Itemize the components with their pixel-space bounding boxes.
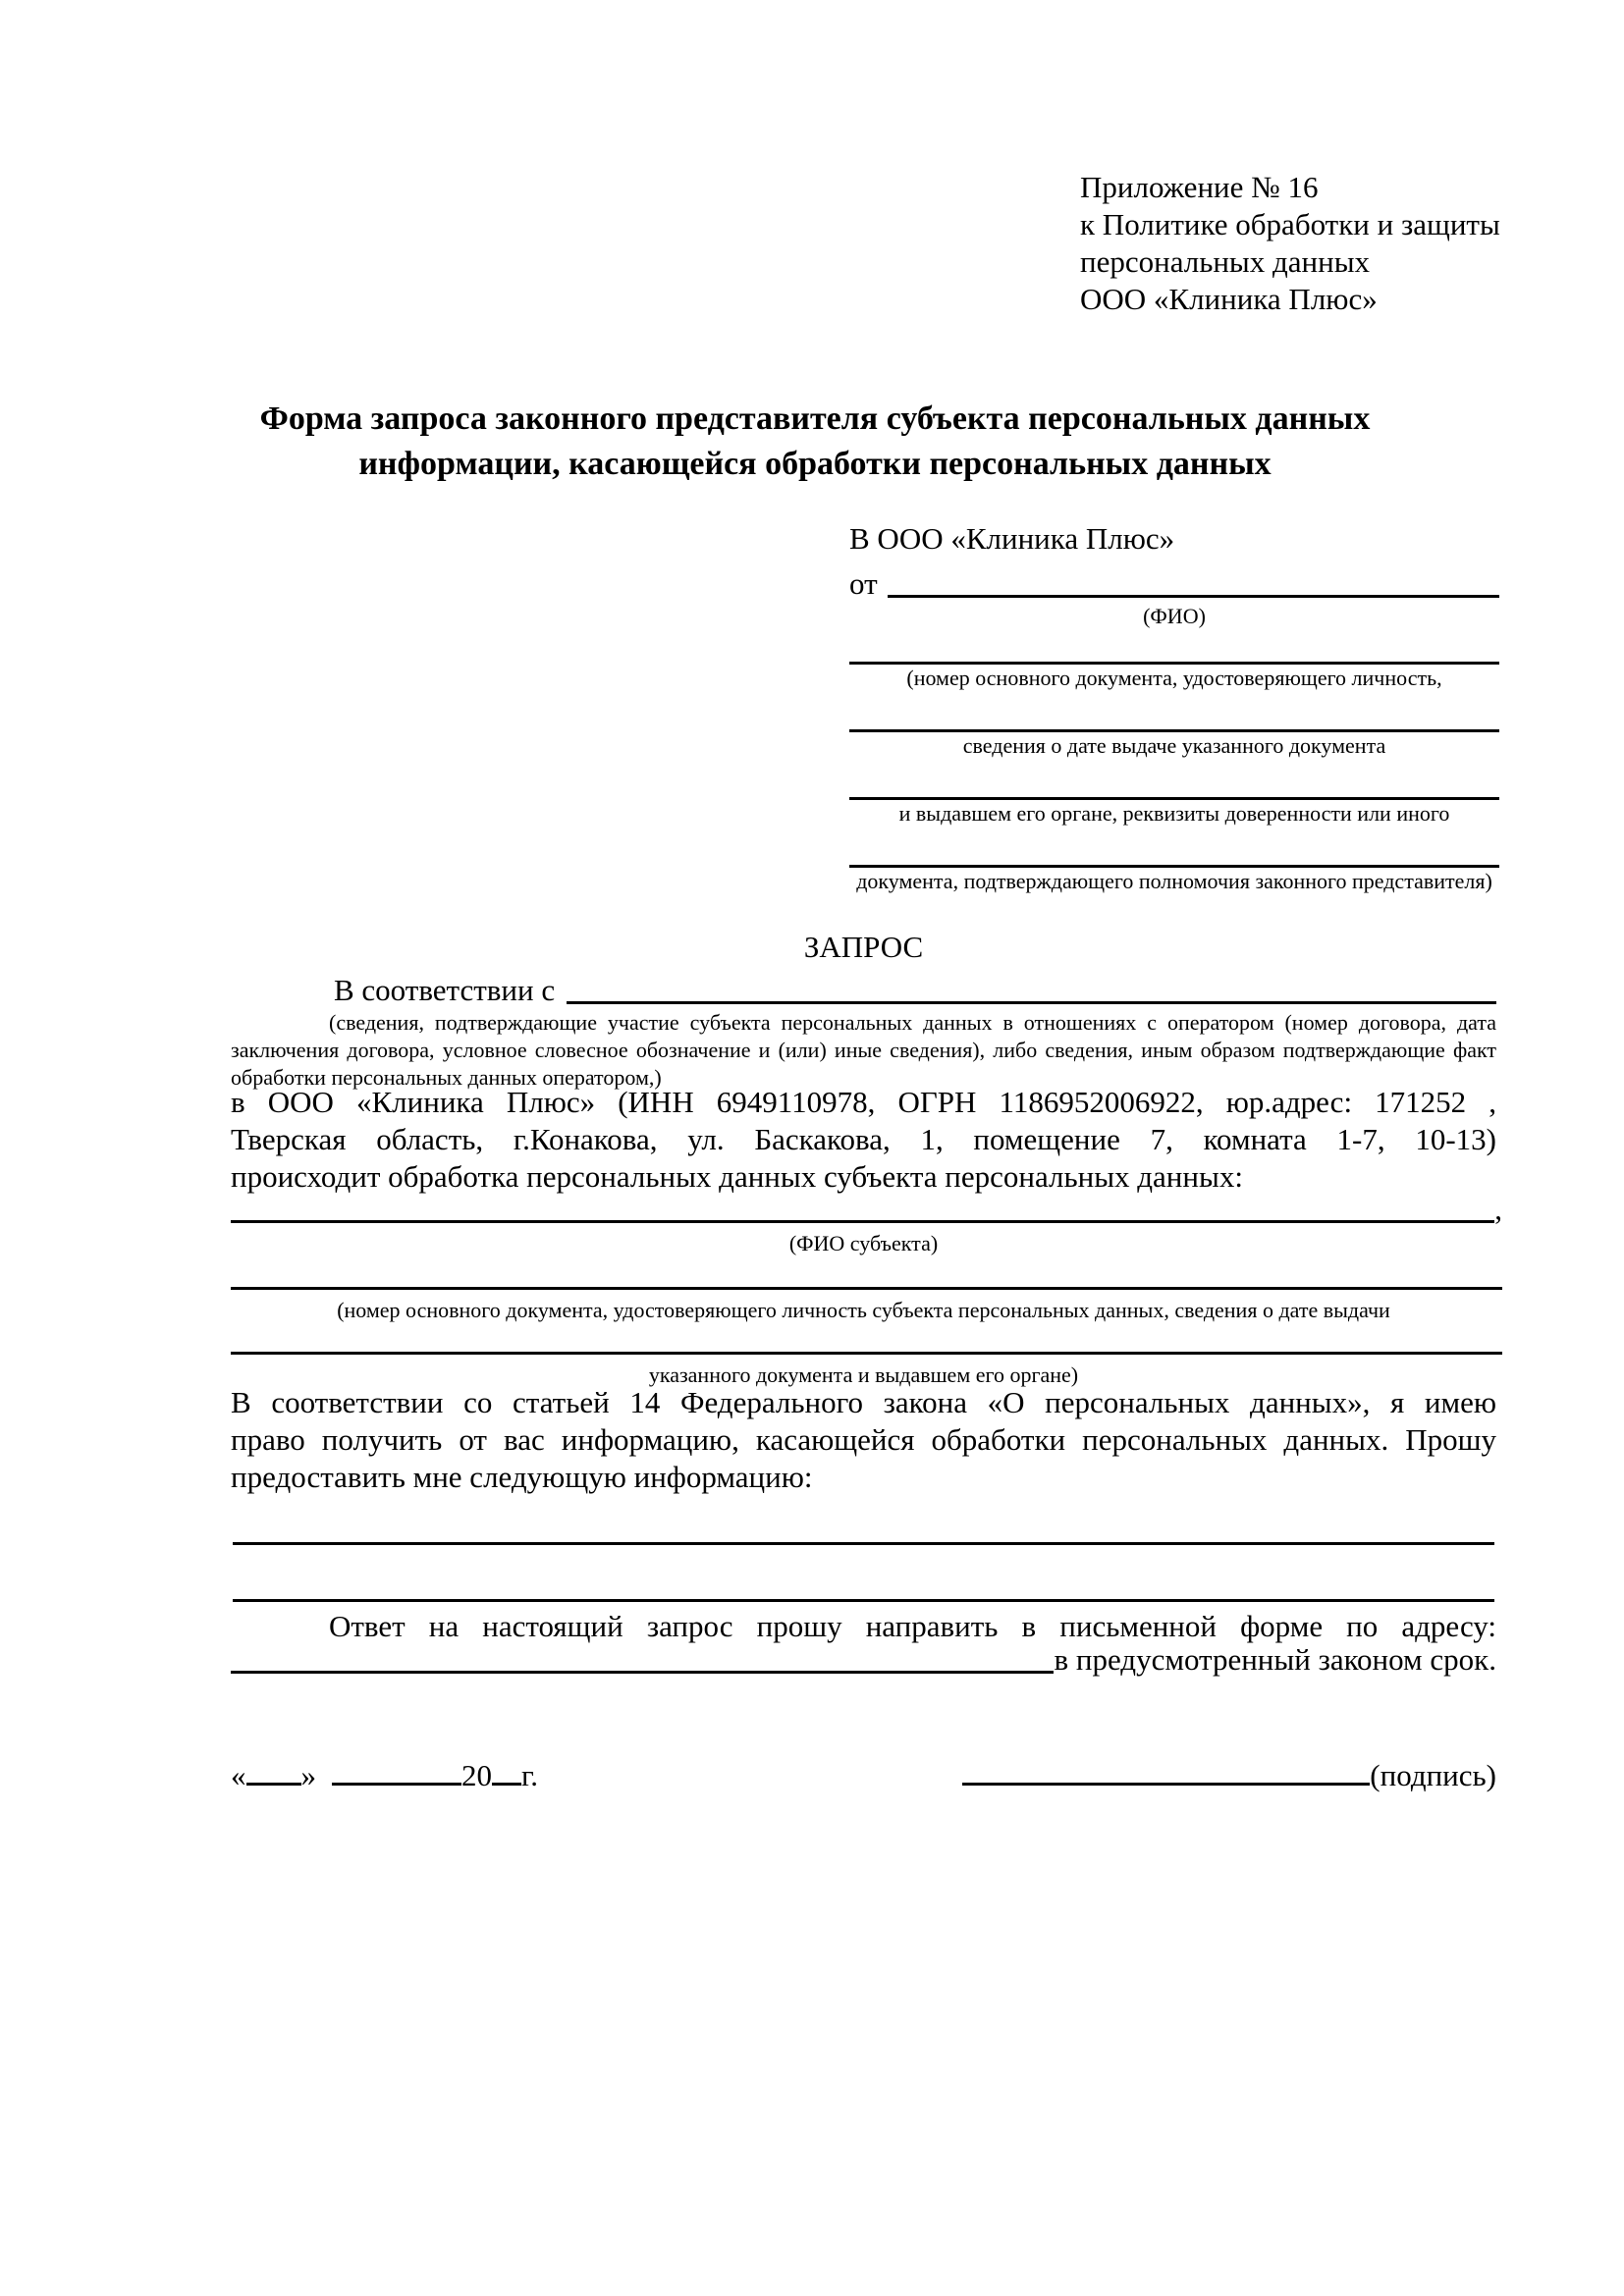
- form-title-line: информации, касающейся обработки персональных данных: [358, 446, 1272, 482]
- basis-blank: [567, 1001, 1496, 1004]
- sign-field: [962, 1757, 1496, 1794]
- info-blank-line-1: [233, 1542, 1494, 1545]
- operator-paragraph-line: происходит обработка персональных данных субъекта персональных данных:: [231, 1159, 1243, 1194]
- subject-fio-caption: (ФИО субъекта): [788, 1231, 939, 1255]
- year-blank: [492, 1782, 521, 1786]
- intro-caption-line: заключения договора, условное словесное обозначение и (или) иные сведения), либо сведения, иным образом подтверждающие факт: [231, 1038, 1496, 1062]
- subject-fio-field: [231, 1192, 1502, 1228]
- intro-caption-line: обработки персональных данных оператором,): [231, 1065, 662, 1090]
- year-suffix-label: г.: [521, 1758, 538, 1792]
- from-fio-blank: [888, 595, 1499, 598]
- operator-paragraph-line: в ООО «Клиника Плюс» (ИНН 6949110978, ОГРН 1186952006922, юр.адрес: 171252 ,: [231, 1085, 1496, 1119]
- subject-issuer-blank: [231, 1352, 1502, 1355]
- day-quote-open: «: [231, 1758, 246, 1792]
- answer-suffix: в предусмотренный законом срок.: [1054, 1642, 1496, 1677]
- operator-paragraph: [231, 1084, 1496, 1196]
- attorney-doc-caption: документа, подтверждающего полномочия законного представителя): [856, 869, 1492, 893]
- from-label: от: [849, 566, 878, 601]
- answer-address-row: [231, 1642, 1496, 1679]
- subject-fio-blank: [231, 1220, 1494, 1223]
- answer-line: Ответ на настоящий запрос прошу направить в письменной форме по адресу:: [329, 1609, 1496, 1643]
- law-paragraph: [231, 1384, 1496, 1496]
- intro-caption-line: (сведения, подтверждающие участие субъекта персональных данных в отношениях с оператором (номер договора, дата: [329, 1010, 1496, 1035]
- appendix-line: к Политике обработки и защиты: [1080, 207, 1500, 241]
- comma-suffix: ,: [1494, 1192, 1502, 1226]
- doc-issuer-caption: и выдавшем его органе, реквизиты доверенности или иного: [898, 801, 1450, 826]
- intro-line: [231, 972, 1496, 1009]
- year-prefix: 20: [461, 1758, 492, 1792]
- address-blank: [231, 1671, 1054, 1674]
- month-blank: [332, 1782, 461, 1786]
- subject-doc-blank: [231, 1287, 1502, 1290]
- subject-issuer-caption: указанного документа и выдавшем его органе): [648, 1362, 1079, 1387]
- operator-paragraph-line: Тверская область, г.Конакова, ул. Баскакова, 1, помещение 7, комната 1-7, 10-13): [231, 1122, 1496, 1156]
- doc-number-caption: (номер основного документа, удостоверяющего личность,: [906, 666, 1442, 690]
- doc-issue-date-caption: сведения о дате выдаче указанного документа: [962, 733, 1386, 758]
- law-paragraph-line: предоставить мне следующую информацию:: [231, 1460, 813, 1494]
- signature-caption: (подпись): [1370, 1758, 1496, 1792]
- appendix-line: ООО «Клиника Плюс»: [1080, 282, 1378, 316]
- law-paragraph-line: В соответствии со статьей 14 Федерального закона «О персональных данных», я имею: [231, 1385, 1496, 1419]
- day-blank: [246, 1782, 301, 1786]
- appendix-note: [1080, 169, 1542, 318]
- intro-caption: [231, 1009, 1496, 1092]
- signature-row: [231, 1757, 1496, 1794]
- addressee-block: [849, 520, 1499, 895]
- form-title: [196, 397, 1434, 487]
- signature-blank: [962, 1782, 1370, 1786]
- date-field: [231, 1757, 538, 1794]
- day-quote-close: »: [300, 1758, 316, 1792]
- law-paragraph-line: право получить от вас информацию, касающейся обработки персональных данных. Прошу: [231, 1422, 1496, 1457]
- subject-doc-caption: (номер основного документа, удостоверяющего личность субъекта персональных данных, сведения о дате выдачи: [337, 1298, 1390, 1322]
- fio-caption: (ФИО): [1143, 604, 1206, 628]
- appendix-line: Приложение № 16: [1080, 170, 1319, 204]
- info-blank-line-2: [233, 1599, 1494, 1602]
- subject-doc-field: [231, 1263, 1502, 1295]
- intro-label: В соответствии с: [334, 973, 556, 1007]
- subject-issuer-field: [231, 1328, 1502, 1360]
- request-heading: ЗАПРОС: [803, 930, 924, 964]
- answer-paragraph: [231, 1608, 1496, 1679]
- addressee-company: В ООО «Клиника Плюс»: [849, 521, 1175, 556]
- from-field: [849, 565, 1499, 603]
- appendix-line: персональных данных: [1080, 244, 1371, 279]
- form-title-line: Форма запроса законного представителя субъекта персональных данных: [259, 400, 1371, 437]
